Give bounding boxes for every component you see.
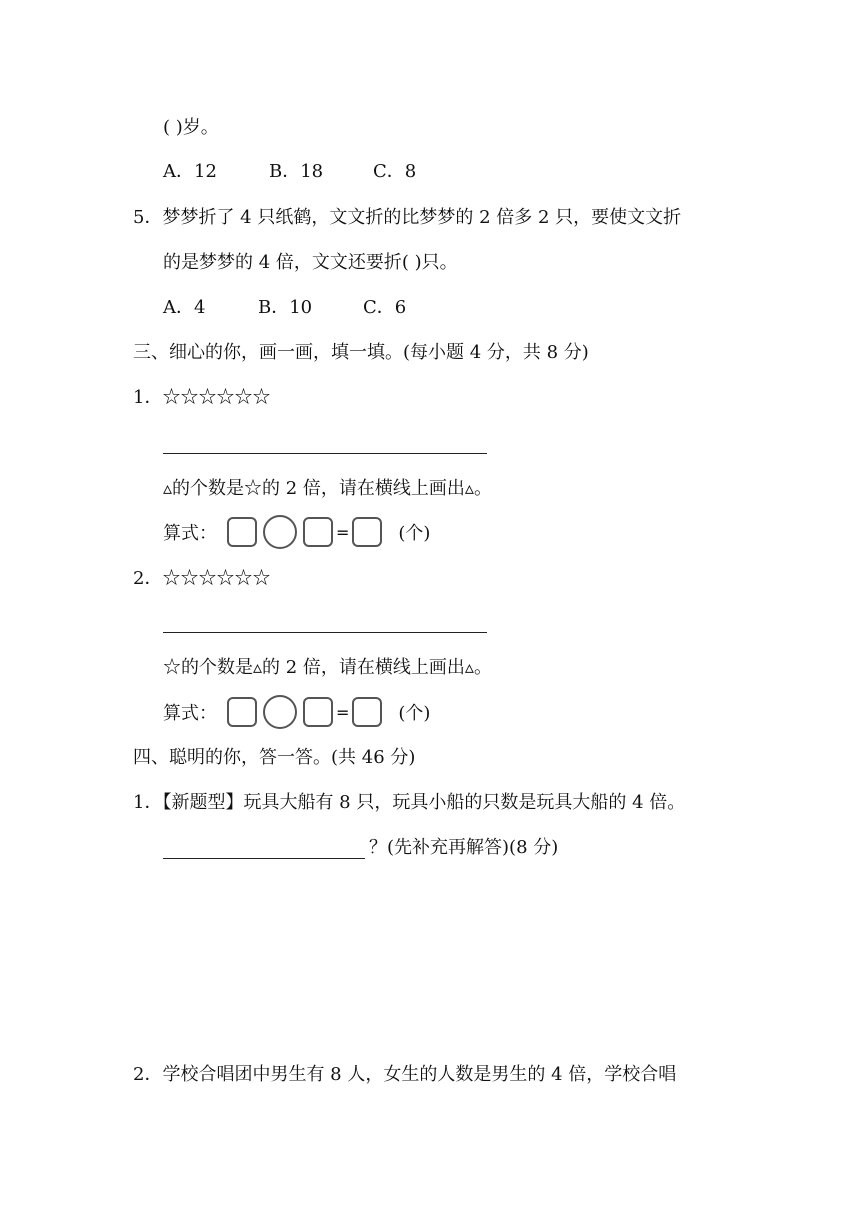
result-box[interactable]	[352, 517, 382, 547]
s3-item1-instruction: ▵的个数是☆的 2 倍，请在横线上画出▵。	[163, 478, 492, 499]
q4-option-a[interactable]: A．12	[163, 161, 217, 182]
q5-option-b[interactable]: B．10	[258, 297, 313, 318]
formula-label: 算式：	[163, 703, 217, 724]
q4-tail: ( )岁。	[163, 117, 219, 138]
q5-options	[163, 296, 406, 320]
result-box[interactable]	[352, 697, 382, 727]
q4-option-b[interactable]: B．18	[269, 161, 324, 182]
operator-circle[interactable]	[263, 695, 297, 729]
q4-option-c[interactable]: C．8	[373, 161, 417, 182]
s4-q2-line-1: 2．学校合唱团中男生有 8 人，女生的人数是男生的 4 倍，学校合唱	[133, 1064, 677, 1085]
s3-item2-stars: 2．☆☆☆☆☆☆	[133, 568, 271, 589]
equals-sign: =	[336, 522, 350, 542]
s4-q1-answer-area[interactable]	[163, 880, 723, 1050]
q4-options	[163, 160, 416, 184]
section3-heading: 三、细心的你，画一画，填一填。(每小题 4 分，共 8 分)	[133, 342, 589, 363]
s4-q1-blank-suffix: ？(先补充再解答)(8 分)	[369, 837, 559, 858]
section4-heading: 四、聪明的你，答一答。(共 46 分)	[133, 747, 416, 768]
s3-item1-formula	[163, 514, 430, 550]
s3-item1-draw-line[interactable]	[163, 453, 487, 454]
answer-box[interactable]	[303, 517, 333, 547]
answer-box[interactable]	[303, 697, 333, 727]
formula-label: 算式：	[163, 523, 217, 544]
q5-line-2: 的是梦梦的 4 倍，文文还要折( )只。	[163, 252, 458, 273]
q5-option-a[interactable]: A．4	[163, 297, 206, 318]
q5-line-1: 5．梦梦折了 4 只纸鹤，文文折的比梦梦的 2 倍多 2 只，要使文文折	[133, 207, 682, 228]
q5-option-c[interactable]: C．6	[363, 297, 407, 318]
s3-item2-draw-line[interactable]	[163, 632, 487, 633]
unit-label: (个)	[398, 703, 431, 724]
answer-box[interactable]	[227, 517, 257, 547]
equals-sign: =	[336, 702, 350, 722]
s3-item2-instruction: ☆的个数是▵的 2 倍，请在横线上画出▵。	[163, 657, 492, 678]
operator-circle[interactable]	[263, 515, 297, 549]
s4-q1-line-1: 1．【新题型】玩具大船有 8 只，玩具小船的只数是玩具大船的 4 倍。	[133, 792, 686, 813]
s4-q1-question-blank[interactable]	[163, 858, 365, 859]
s3-item2-formula	[163, 694, 430, 730]
answer-box[interactable]	[227, 697, 257, 727]
s3-item1-stars: 1．☆☆☆☆☆☆	[133, 387, 271, 408]
unit-label: (个)	[398, 523, 431, 544]
